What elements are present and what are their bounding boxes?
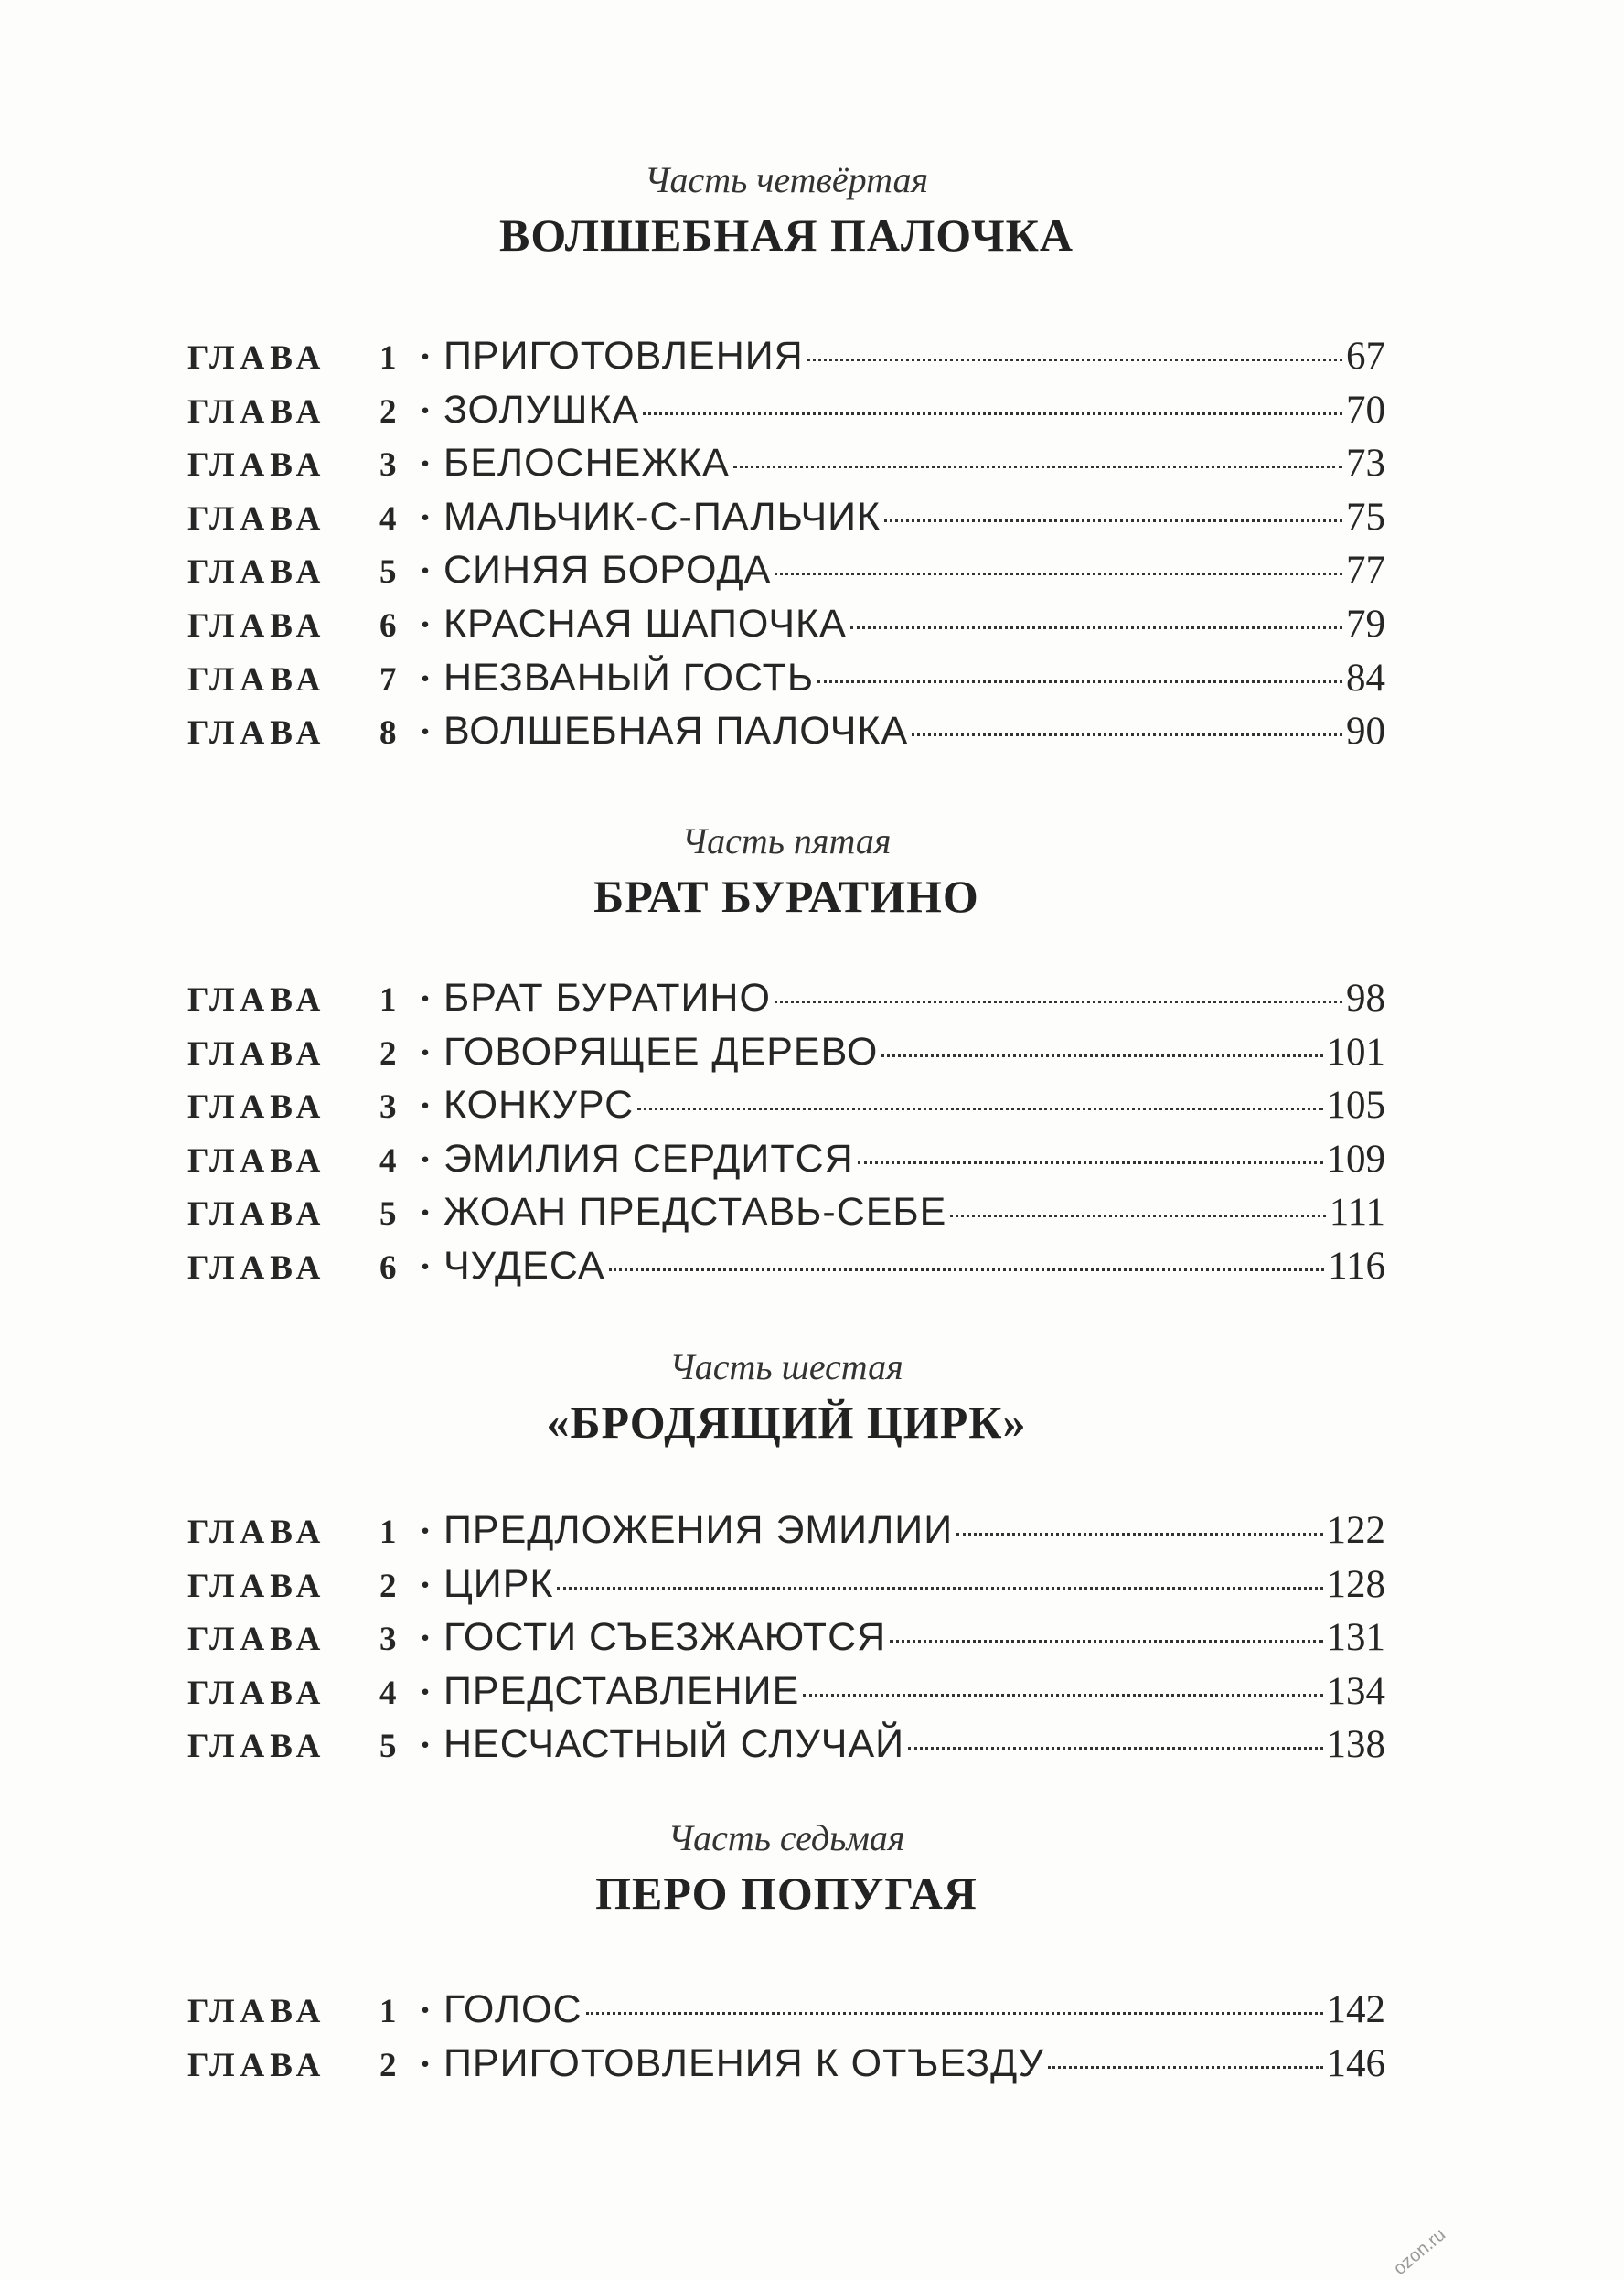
- separator-dot: ·: [419, 389, 432, 431]
- toc-entry: [187, 651, 1385, 705]
- toc-entry: [187, 1025, 1385, 1079]
- chapter-word: ГЛАВА: [187, 1674, 326, 1712]
- toc-entry: [187, 704, 1385, 758]
- dot-leader: [881, 1054, 1322, 1057]
- chapter-number: 1: [379, 339, 397, 377]
- separator-dot: ·: [419, 1617, 432, 1659]
- page-number: 138: [1326, 1723, 1385, 1767]
- toc-entry: [187, 1132, 1385, 1186]
- chapter-word: ГЛАВА: [187, 1034, 326, 1073]
- chapter-word: ГЛАВА: [187, 1993, 326, 2030]
- chapter-word: ГЛАВА: [187, 446, 326, 485]
- part-section: [187, 819, 1385, 928]
- chapter-number: 5: [379, 1728, 397, 1766]
- chapter-number: 6: [379, 1248, 397, 1287]
- chapter-number: 2: [379, 1567, 397, 1605]
- dot-leader: [817, 680, 1342, 683]
- chapter-word: ГЛАВА: [187, 1728, 326, 1766]
- chapter-list: [187, 1504, 1385, 1772]
- chapter-number: 1: [379, 1993, 397, 2030]
- dot-leader: [775, 573, 1342, 575]
- dot-leader: [557, 1587, 1322, 1590]
- separator-dot: ·: [419, 978, 432, 1019]
- page-number: 122: [1326, 1509, 1385, 1552]
- page-number: 105: [1326, 1084, 1385, 1128]
- chapter-number: 4: [379, 499, 397, 538]
- chapter-title: ГОВОРЯЩЕЕ ДЕРЕВО: [443, 1029, 879, 1074]
- dot-leader: [803, 1694, 1322, 1697]
- dot-leader: [912, 733, 1342, 736]
- dot-leader: [950, 1215, 1325, 1217]
- chapter-title: НЕСЧАСТНЫЙ СЛУЧАЙ: [443, 1722, 905, 1767]
- dot-leader: [637, 1108, 1322, 1110]
- chapter-title: СИНЯЯ БОРОДА: [443, 548, 772, 593]
- page-number: 67: [1346, 335, 1385, 378]
- chapter-number: 5: [379, 553, 397, 592]
- chapter-number: 3: [379, 1621, 397, 1659]
- chapter-title: ГОСТИ СЪЕЗЖАЮТСЯ: [443, 1615, 887, 1660]
- chapter-number: 1: [379, 981, 397, 1019]
- toc-entry: [187, 490, 1385, 544]
- dot-leader: [850, 626, 1342, 629]
- chapter-title: ПРИГОТОВЛЕНИЯ К ОТЪЕЗДУ: [443, 2040, 1045, 2085]
- chapter-number: 7: [379, 660, 397, 699]
- dot-leader: [884, 519, 1342, 522]
- toc-entry: [187, 543, 1385, 597]
- page-number: 111: [1329, 1191, 1385, 1235]
- chapter-title: БРАТ БУРАТИНО: [443, 976, 771, 1020]
- chapter-number: 3: [379, 1088, 397, 1127]
- dot-leader: [1048, 2066, 1322, 2069]
- page-number: 146: [1326, 2041, 1385, 2085]
- separator-dot: ·: [419, 1085, 432, 1127]
- page-number: 101: [1326, 1030, 1385, 1074]
- chapter-title: КРАСНАЯ ШАПОЧКА: [443, 601, 847, 646]
- chapter-title: ПРЕДСТАВЛЕНИЕ: [443, 1668, 800, 1713]
- chapter-word: ГЛАВА: [187, 2046, 326, 2084]
- separator-dot: ·: [419, 1031, 432, 1073]
- separator-dot: ·: [419, 657, 432, 699]
- chapter-word: ГЛАВА: [187, 660, 326, 699]
- chapter-number: 8: [379, 714, 397, 753]
- separator-dot: ·: [419, 1245, 432, 1287]
- page-number: 84: [1346, 656, 1385, 700]
- separator-dot: ·: [419, 711, 432, 753]
- dot-leader: [643, 412, 1342, 415]
- chapter-number: 4: [379, 1674, 397, 1712]
- part-label: Часть шестая: [669, 1346, 903, 1387]
- page-number: 109: [1326, 1137, 1385, 1181]
- page-number: 142: [1326, 1988, 1385, 2031]
- chapter-word: ГЛАВА: [187, 553, 326, 592]
- dot-leader: [733, 466, 1342, 468]
- toc-entry: [187, 597, 1385, 651]
- part-section: [187, 1344, 1385, 1454]
- page-number: 90: [1346, 710, 1385, 754]
- toc-entry: [187, 383, 1385, 437]
- separator-dot: ·: [419, 1192, 432, 1234]
- chapter-word: ГЛАВА: [187, 1141, 326, 1180]
- part-label: Часть пятая: [681, 820, 892, 862]
- chapter-word: ГЛАВА: [187, 1567, 326, 1605]
- chapter-number: 3: [379, 446, 397, 485]
- chapter-title: ЗОЛУШКА: [443, 387, 640, 432]
- chapter-title: БЕЛОСНЕЖКА: [443, 441, 730, 486]
- page-number: 70: [1346, 388, 1385, 432]
- dot-leader: [956, 1533, 1322, 1536]
- chapter-number: 2: [379, 392, 397, 431]
- chapter-title: ЦИРК: [443, 1561, 554, 1606]
- watermark: ozon.ru: [1390, 2224, 1450, 2280]
- chapter-title: ПРЕДЛОЖЕНИЯ ЭМИЛИИ: [443, 1508, 954, 1552]
- separator-dot: ·: [419, 1510, 432, 1551]
- toc-entry: [187, 1185, 1385, 1239]
- part-title: ПЕРО ПОПУГАЯ: [595, 1868, 978, 1919]
- separator-dot: ·: [419, 1563, 432, 1605]
- chapter-word: ГЛАВА: [187, 499, 326, 538]
- page-number: 73: [1346, 442, 1385, 486]
- chapter-word: ГЛАВА: [187, 981, 326, 1019]
- chapter-word: ГЛАВА: [187, 606, 326, 645]
- toc-entry: [187, 1078, 1385, 1132]
- chapter-title: ЭМИЛИЯ СЕРДИТСЯ: [443, 1136, 854, 1181]
- toc-entry: [187, 436, 1385, 490]
- part-label: Часть седьмая: [668, 1817, 905, 1858]
- page-number: 131: [1326, 1616, 1385, 1660]
- toc-entry: [187, 1611, 1385, 1665]
- dot-leader: [807, 359, 1342, 361]
- separator-dot: ·: [419, 603, 432, 645]
- separator-dot: ·: [419, 1670, 432, 1712]
- toc-entry: [187, 1718, 1385, 1772]
- chapter-word: ГЛАВА: [187, 1621, 326, 1659]
- page-number: 98: [1346, 977, 1385, 1020]
- chapter-list: [187, 971, 1385, 1293]
- dot-leader: [609, 1268, 1324, 1271]
- chapter-word: ГЛАВА: [187, 1514, 326, 1551]
- part-label: Часть четвёртая: [644, 159, 929, 200]
- chapter-number: 6: [379, 606, 397, 645]
- part-title: БРАТ БУРАТИНО: [593, 871, 979, 922]
- toc-entry: [187, 329, 1385, 383]
- part-section: [187, 157, 1385, 267]
- chapter-number: 4: [379, 1141, 397, 1180]
- page-number: 116: [1328, 1244, 1385, 1288]
- chapter-number: 1: [379, 1514, 397, 1551]
- chapter-number: 2: [379, 1034, 397, 1073]
- chapter-word: ГЛАВА: [187, 714, 326, 753]
- separator-dot: ·: [419, 336, 432, 377]
- page-number: 75: [1346, 495, 1385, 539]
- page-number: 134: [1326, 1669, 1385, 1713]
- separator-dot: ·: [419, 550, 432, 592]
- toc-entry: [187, 971, 1385, 1025]
- chapter-list: [187, 329, 1385, 758]
- page-number: 77: [1346, 549, 1385, 593]
- page-number: 79: [1346, 602, 1385, 646]
- chapter-title: КОНКУРС: [443, 1083, 635, 1128]
- toc-entry: [187, 1504, 1385, 1557]
- chapter-title: ПРИГОТОВЛЕНИЯ: [443, 334, 804, 378]
- separator-dot: ·: [419, 496, 432, 538]
- dot-leader: [908, 1747, 1322, 1750]
- part-section: [187, 1815, 1385, 1925]
- part-title: «БРОДЯЩИЙ ЦИРК»: [546, 1397, 1027, 1448]
- toc-entry: [187, 2037, 1385, 2091]
- dot-leader: [775, 1001, 1342, 1003]
- dot-leader: [586, 2012, 1323, 2015]
- toc-entry: [187, 1665, 1385, 1718]
- chapter-title: ВОЛШЕБНАЯ ПАЛОЧКА: [443, 709, 909, 754]
- chapter-number: 5: [379, 1195, 397, 1234]
- separator-dot: ·: [419, 1989, 432, 2030]
- chapter-title: ЖОАН ПРЕДСТАВЬ-СЕБЕ: [443, 1190, 947, 1235]
- toc-entry: [187, 1983, 1385, 2037]
- chapter-title: ГОЛОС: [443, 1987, 582, 2031]
- chapter-list: [187, 1983, 1385, 2090]
- toc-entry: [187, 1557, 1385, 1611]
- separator-dot: ·: [419, 1724, 432, 1766]
- chapter-word: ГЛАВА: [187, 339, 326, 377]
- separator-dot: ·: [419, 443, 432, 485]
- chapter-title: ЧУДЕСА: [443, 1243, 605, 1288]
- chapter-word: ГЛАВА: [187, 1088, 326, 1127]
- chapter-word: ГЛАВА: [187, 392, 326, 431]
- chapter-title: МАЛЬЧИК-С-ПАЛЬЧИК: [443, 494, 881, 539]
- dot-leader: [890, 1640, 1322, 1643]
- chapter-word: ГЛАВА: [187, 1195, 326, 1234]
- separator-dot: ·: [419, 1138, 432, 1180]
- chapter-number: 2: [379, 2046, 397, 2084]
- toc-entry: [187, 1239, 1385, 1293]
- separator-dot: ·: [419, 2042, 432, 2084]
- chapter-word: ГЛАВА: [187, 1248, 326, 1287]
- dot-leader: [858, 1161, 1323, 1164]
- part-title: ВОЛШЕБНАЯ ПАЛОЧКА: [499, 209, 1074, 261]
- page-number: 128: [1326, 1562, 1385, 1606]
- chapter-title: НЕЗВАНЫЙ ГОСТЬ: [443, 655, 815, 700]
